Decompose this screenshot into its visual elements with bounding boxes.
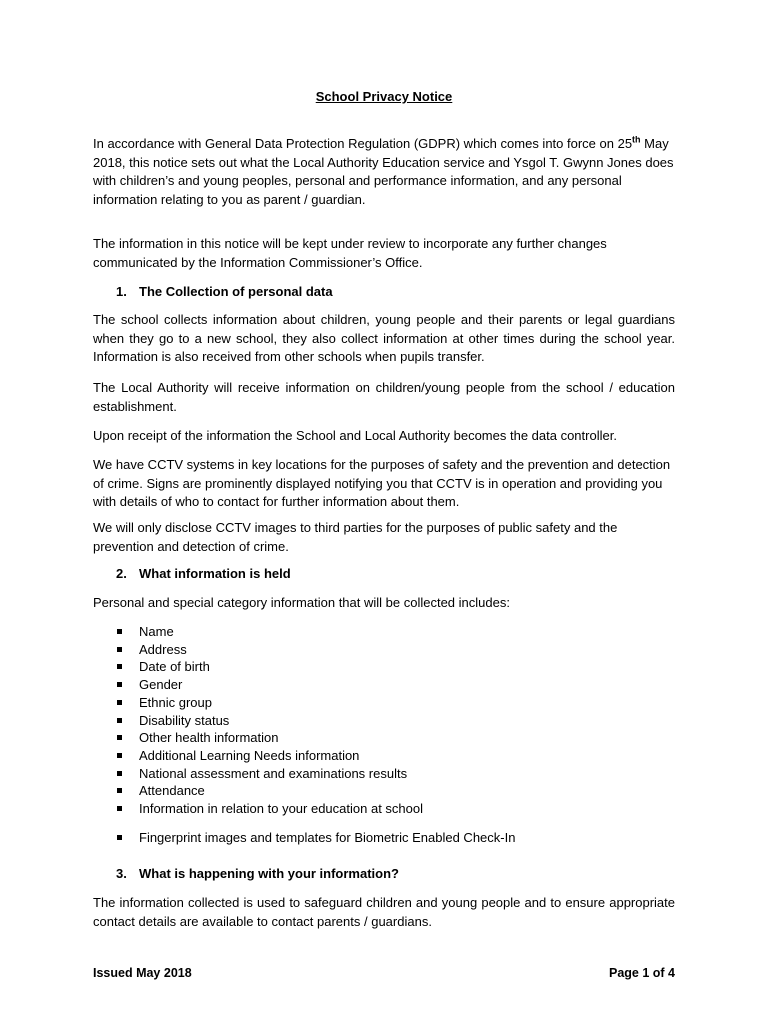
section-2-title: What information is held bbox=[139, 566, 291, 581]
bullet-square-icon bbox=[117, 718, 122, 723]
intro-text-part1: In accordance with General Data Protection Regulation (GDPR) which comes into force on 25 bbox=[93, 136, 633, 151]
section-3-title: What is happening with your information? bbox=[139, 866, 399, 881]
bullet-square-icon bbox=[117, 753, 122, 758]
bullet-square-icon bbox=[117, 664, 122, 669]
section-3-paragraph-1: The information collected is used to safeguard children and young people and to ensure appropriate contact details are available to contact parents / guardians. bbox=[93, 895, 675, 929]
section-1-paragraph-3: Upon receipt of the information the School and Local Authority becomes the data controller. bbox=[93, 428, 617, 443]
section-3-heading bbox=[116, 866, 676, 882]
bullet-square-icon bbox=[117, 835, 122, 840]
section-2-intro: Personal and special category information that will be collected includes: bbox=[93, 595, 510, 610]
bullet-square-icon bbox=[117, 771, 122, 776]
section-1-title: The Collection of personal data bbox=[139, 284, 333, 299]
bullet-square-icon bbox=[117, 647, 122, 652]
section-1-heading bbox=[116, 284, 676, 300]
bullet-square-icon bbox=[117, 682, 122, 687]
bullet-square-icon bbox=[117, 700, 122, 705]
review-paragraph: The information in this notice will be kept under review to incorporate any further changes communicated by the Information Commissioner’s Office. bbox=[93, 236, 607, 270]
footer-page-number: Page 1 of 4 bbox=[609, 966, 675, 980]
bullet-square-icon bbox=[117, 788, 122, 793]
section-1-paragraph-1: The school collects information about children, young people and their parents or legal guardians when they go to a new school, they also collect information at other times during the school year. Information is also received from other schools when pupils transfer. bbox=[93, 312, 675, 364]
section-1-paragraph-4: We have CCTV systems in key locations for the purposes of safety and the prevention and detection of crime. Signs are prominently displayed notifying you that CCTV is in operation and providing you with details of who to contact for further information about them. bbox=[93, 457, 671, 509]
document-title: School Privacy Notice bbox=[315, 89, 453, 104]
section-2-heading bbox=[116, 566, 676, 582]
document-page: School Privacy Notice In accordance with General Data Protection Regulation (GDPR) which comes into force on 25th May 2018, this notice sets out what the Local Authority Education service and Ysgol T. Gwynn Jones does with children’s and young peoples, personal and performance information, and any personal information relating to you as parent / guardian. The information in this notice will be kept under review to incorporate any further changes communicated by the Information Commissioner’s Office. 1. The Collection of personal data The school collects information about children, young people and their parents or legal guardians when they go to a new school, they also collect information at other times during the school year. Information is also received from other schools when pupils transfer. The Local Authority will receive information on children/young people from the school / education establishment. Upon receipt of the information the School and Local Authority becomes the data controller. We have CCTV systems in key locations for the purposes of safety and the prevention and detection of crime. Signs are prominently displayed notifying you that CCTV is in operation and providing you with details of who to contact for further information about them. We will only disclose CCTV images to third parties for the purposes of public safety and the prevention and detection of crime. 2. What information is held Personal and special category information that will be collected includes: Name Address Date of birth Gender Ethnic group Disability status Other health information Additional Learning Needs information National assessment and examinations results Attendance Information in relation to your education at school Fingerprint images and templates for Biometric Enabled Check-In 3. What is happening with your information? The information collected is used to safeguard children and young people and to ensure appropriate contact details are available to contact parents / guardians. Issued May 2018 Page 1 of 4 bbox=[0, 0, 768, 1024]
intro-superscript: th bbox=[632, 134, 641, 145]
bullet-square-icon bbox=[117, 735, 122, 740]
section-1-number: 1. bbox=[116, 284, 127, 299]
bullet-square-icon bbox=[117, 806, 122, 811]
section-2-number: 2. bbox=[116, 566, 127, 581]
section-3-number: 3. bbox=[116, 866, 127, 881]
bullet-square-icon bbox=[117, 629, 122, 634]
intro-text-part2: May 2018, this notice sets out what the Local Authority Education service and Ysgol T. Gwynn Jones does with children’s and young peoples, personal and performance information, and any personal information relating to you as parent / guardian. bbox=[93, 136, 674, 207]
footer-issued-date: Issued May 2018 bbox=[93, 966, 192, 980]
intro-paragraph bbox=[93, 135, 675, 209]
section-1-paragraph-2: The Local Authority will receive information on children/young people from the school / education establishment. bbox=[93, 380, 675, 414]
section-1-paragraph-5: We will only disclose CCTV images to third parties for the purposes of public safety and the prevention and detection of crime. bbox=[93, 520, 618, 554]
